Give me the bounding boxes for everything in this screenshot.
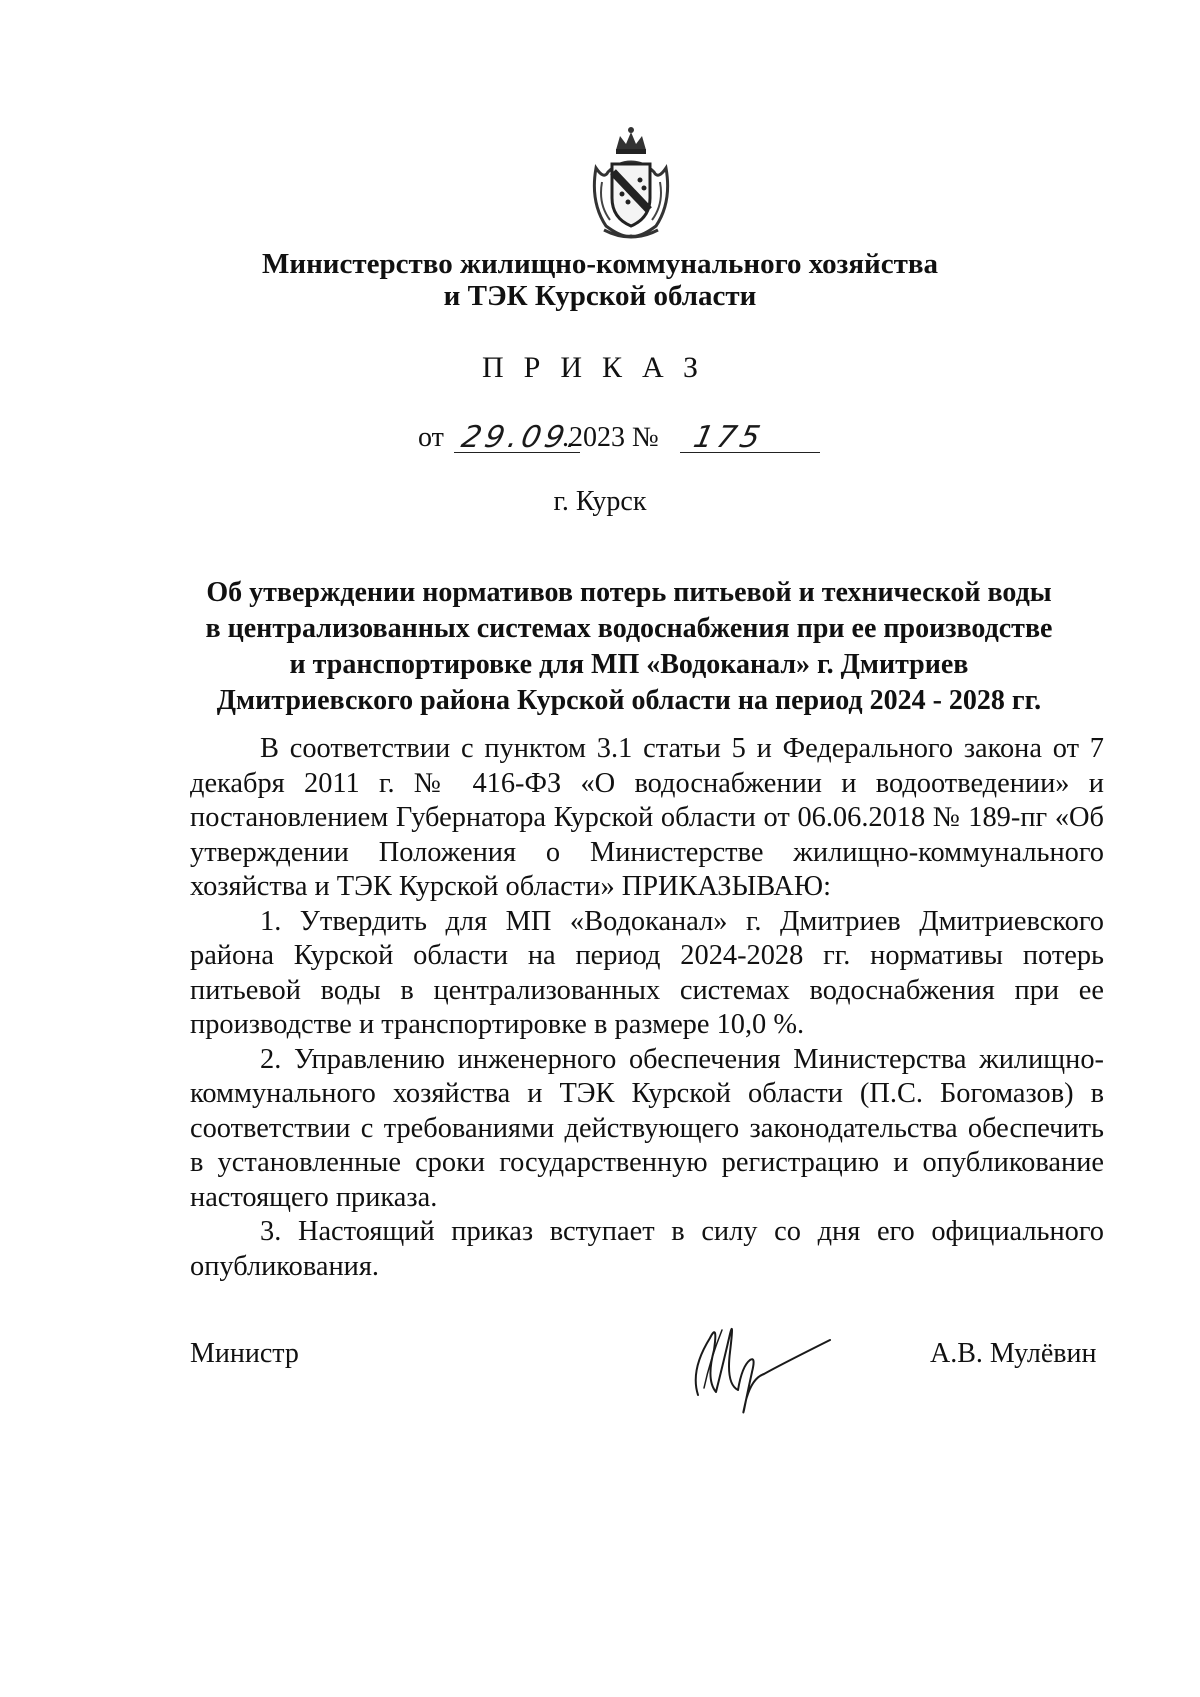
item-3-paragraph: 3. Настоящий приказ вступает в силу со дня его официального опубликования. [190,1216,1104,1282]
item-2-paragraph: 2. Управлению инженерного обеспечения Министерства жилищно-коммунального хозяйства и ТЭК Курской области (П.С. Богомазов) в соответствии с требованиями действующего законодательства обеспечить в установленные сроки государственную регистрацию и опубликование настоящего приказа. [190,1043,1104,1213]
from-label: от [418,422,444,453]
year-and-number-label: .2023 № [562,422,659,453]
item-1-paragraph: 1. Утвердить для МП «Водоканал» г. Дмитриев Дмитриевского района Курской области на период 2024-2028 гг. нормативы потерь питьевой воды в централизованных системах водоснабжения при ее производстве и транспортировке в размере 10,0 %. [190,905,1104,1040]
order-date-number-line [418,418,898,458]
order-subject: Об утверждении нормативов потерь питьевой и технической воды в централизованных системах водоснабжения при ее производстве и транспортировке для МП «Водоканал» г. Дмитриев Дмитриевского района Курской области на период 2024 - 2028 гг. [205,577,1053,716]
handwritten-signature-icon [680,1300,840,1420]
ministry-name-line2: и ТЭК Курской области [443,280,757,312]
preamble-paragraph: В соответствии с пунктом 3.1 статьи 5 и Федерального закона от 7 декабря 2011 г. № 416-ФЗ «О водоснабжении и водоотведении» и постановлением Губернатора Курской области от 06.06.2018 № 189-пг «Об утверждении Положения о Министерстве жилищно-коммунального хозяйства и ТЭК Курской области» ПРИКАЗЫВАЮ: [190,733,1104,902]
handwritten-number: 175 [690,420,768,455]
city-line: г. Курск [553,486,647,517]
signer-name: А.В. Мулёвин [930,1338,1097,1369]
handwritten-date: 29.09. [458,420,586,455]
order-body [190,732,1104,1284]
kursk-coat-of-arms-icon [582,122,680,240]
document-type-title: ПРИКАЗ [482,351,718,384]
signer-title: Министр [190,1338,299,1369]
ministry-name-line1: Министерство жилищно-коммунального хозяйства [262,248,938,280]
